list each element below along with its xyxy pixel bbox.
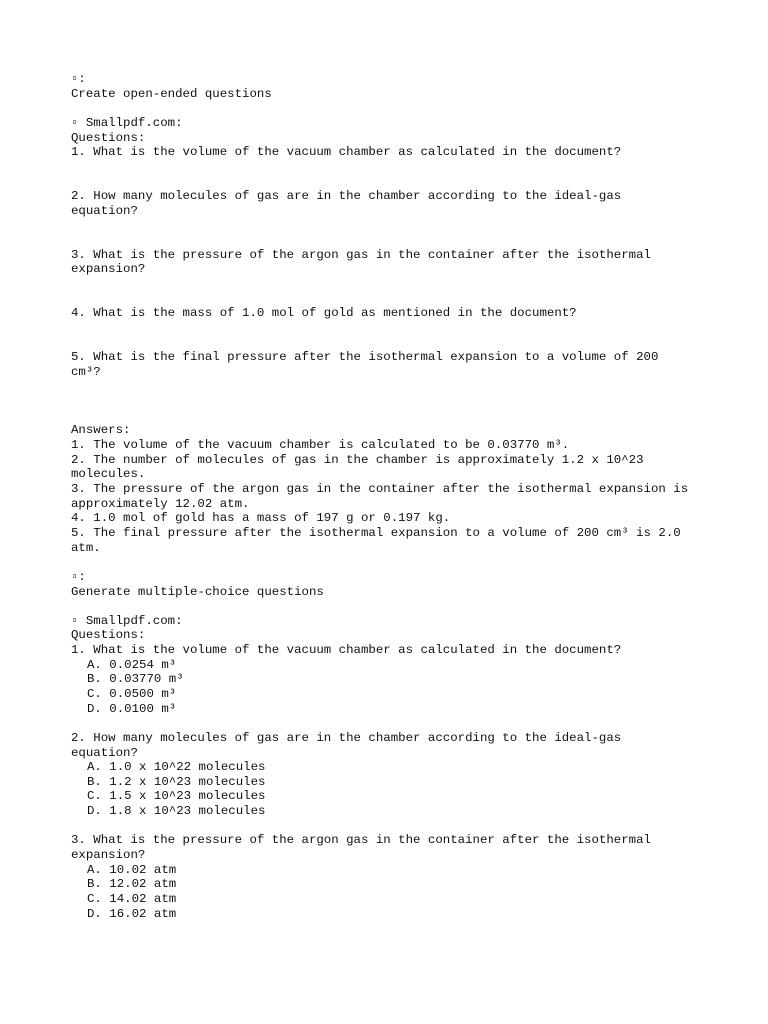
question-line: expansion? [71,262,146,277]
question-line: 3. What is the pressure of the argon gas in the container after the isothermal [71,247,651,262]
answer-option: C. 14.02 atm [87,891,177,906]
answers-label: Answers: [71,423,131,438]
document-body [71,72,721,921]
answer-option: C. 0.0500 m³ [87,686,177,701]
question-line: 2. How many molecules of gas are in the chamber according to the ideal-gas [71,730,622,745]
questions-label: Questions: [71,130,146,145]
question-line: equation? [71,745,138,760]
question-line: 4. What is the mass of 1.0 mol of gold as mentioned in the document? [71,306,577,321]
section-multiple-choice [71,570,721,921]
questions-label: Questions: [71,628,146,643]
answer-option: B. 1.2 x 10^23 molecules [87,774,266,789]
question-line: 2. How many molecules of gas are in the chamber according to the ideal-gas [71,189,622,204]
question-line: 1. What is the volume of the vacuum chamber as calculated in the document? [71,643,622,658]
answer-option: A. 1.0 x 10^22 molecules [87,760,266,775]
answer-line: 2. The number of molecules of gas in the chamber is approximately 1.2 x 10^23 [71,452,644,467]
answer-option: B. 12.02 atm [87,877,177,892]
question-line: cm³? [71,364,101,379]
answer-option: D. 0.0100 m³ [87,701,177,716]
prompt-header: ▫: [71,72,86,86]
question-line: expansion? [71,848,146,863]
prompt-text: Generate multiple-choice questions [71,584,324,599]
answer-option: A. 10.02 atm [87,862,177,877]
question-line: 3. What is the pressure of the argon gas in the container after the isothermal [71,833,651,848]
question-line: equation? [71,203,138,218]
answer-option: D. 1.8 x 10^23 molecules [87,804,266,819]
answer-line: 4. 1.0 mol of gold has a mass of 197 g or 0.197 kg. [71,511,451,526]
answer-line: 3. The pressure of the argon gas in the container after the isothermal expansion is [71,482,689,497]
prompt-header: ▫: [71,569,86,584]
answer-line: molecules. [71,467,146,482]
section-open-ended [71,72,721,570]
answer-line: approximately 12.02 atm. [71,496,250,511]
answer-line: 5. The final pressure after the isothermal expansion to a volume of 200 cm³ is 2.0 [71,525,681,540]
answer-option: A. 0.0254 m³ [87,657,177,672]
source-label: ▫ Smallpdf.com: [71,613,183,628]
answer-option: C. 1.5 x 10^23 molecules [87,789,266,804]
answer-line: 1. The volume of the vacuum chamber is calculated to be 0.03770 m³. [71,438,570,453]
answer-option: D. 16.02 atm [87,906,177,921]
answer-line: atm. [71,540,101,555]
source-label: ▫ Smallpdf.com: [71,115,183,130]
answer-option: B. 0.03770 m³ [87,672,184,687]
question-line: 5. What is the final pressure after the isothermal expansion to a volume of 200 [71,350,659,365]
prompt-text: Create open-ended questions [71,86,272,101]
question-line: 1. What is the volume of the vacuum chamber as calculated in the document? [71,145,622,160]
